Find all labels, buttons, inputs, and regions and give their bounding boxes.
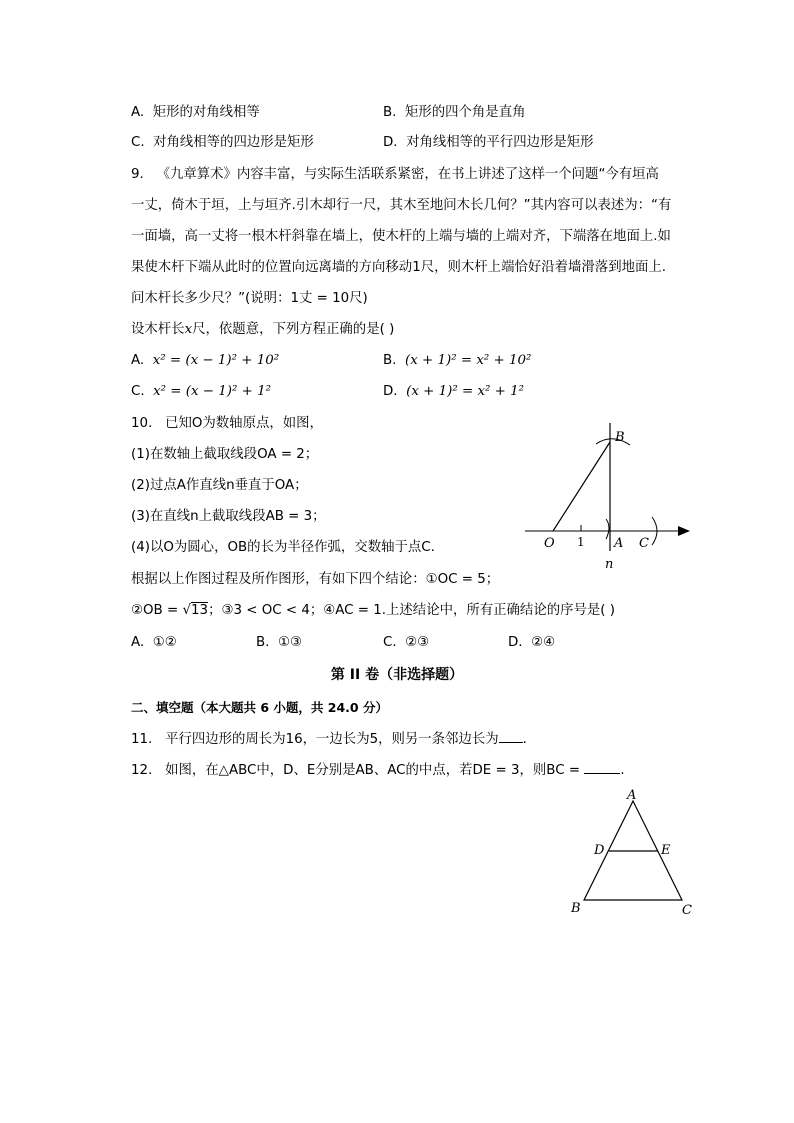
q10-step-3: (3)在直线n上截取线段AB = 3；: [131, 509, 326, 524]
q10-number-line-figure: [520, 415, 695, 575]
q10-conclusion-1: 根据以上作图过程及所作图形，有如下四个结论：①OC = 5；: [131, 572, 500, 587]
label-b: B: [571, 901, 581, 916]
arc-b: [596, 439, 630, 445]
label-c: C: [639, 536, 649, 551]
q10-conclusion-2: ②OB = √13；③3 < OC < 4；④AC = 1.上述结论中，所有正确结论的序号是( ): [131, 603, 615, 618]
q9-line-1: 9. 《九章算术》内容丰富，与实际生活联系紧密，在书上讲述了这样一个问题“今有垣高: [131, 167, 659, 182]
part2-title: 第 II 卷（非选择题）: [330, 667, 464, 683]
q9-line-4: 果使木杆下端从此时的位置向远离墙的方向移动1尺，则木杆上端恰好沿着墙滑落到地面上.: [131, 260, 667, 275]
q10-option-c: C. ②③: [383, 635, 430, 650]
label-a: A: [627, 788, 637, 803]
q8-option-d: D. 对角线相等的平行四边形是矩形: [383, 135, 594, 150]
q10-step-2: (2)过点A作直线n垂直于OA；: [131, 478, 308, 493]
label-d: D: [594, 843, 605, 858]
label-n: n: [605, 557, 614, 572]
q9-line-5: 问木杆长多少尺？”(说明：1丈 = 10尺): [131, 291, 368, 306]
q10-option-a: A. ①②: [131, 635, 177, 650]
q9-prompt: 设木杆长x尺，依题意，下列方程正确的是( ): [131, 322, 395, 337]
label-a: A: [614, 536, 624, 551]
q9-option-b: B. (x + 1)² = x² + 10²: [383, 353, 532, 368]
q12: 12. 如图，在△ABC中，D、E分别是AB、AC的中点，若DE = 3，则BC = .: [131, 759, 625, 781]
q10-step-4: (4)以O为圆心，OB的长为半径作弧，交数轴于点C.: [131, 540, 435, 555]
q9-line-2: 一丈，倚木于垣，上与垣齐.引木却行一尺，其木至地问木长几何？”其内容可以表述为：“有: [131, 198, 672, 213]
q12-triangle-figure: [565, 787, 700, 922]
label-1: 1: [577, 535, 585, 549]
q10-option-d: D. ②④: [508, 635, 556, 650]
q10-intro: 10. 已知O为数轴原点，如图，: [131, 416, 323, 431]
segment-ob: [553, 442, 610, 531]
label-o: O: [544, 536, 555, 551]
q10-step-1: (1)在数轴上截取线段OA = 2；: [131, 447, 319, 462]
q9-line-3: 一面墙，高一丈将一根木杆斜靠在墙上，使木杆的上端与墙的上端对齐，下端落在地面上.如: [131, 229, 671, 244]
arc-a: [606, 519, 609, 539]
q9-option-d: D. (x + 1)² = x² + 1²: [383, 384, 524, 399]
q11: 11. 平行四边形的周长为16，一边长为5，则另一条邻边长为 .: [131, 728, 527, 750]
label-b: B: [615, 430, 625, 445]
q8-option-b: B. 矩形的四个角是直角: [383, 105, 526, 120]
axis-arrow: [678, 526, 690, 536]
q9-option-a: A. x² = (x − 1)² + 10²: [131, 353, 280, 368]
q10-option-b: B. ①③: [256, 635, 302, 650]
q11-answer-blank[interactable]: [499, 728, 523, 743]
q8-option-c: C. 对角线相等的四边形是矩形: [131, 135, 314, 150]
q12-answer-blank[interactable]: [584, 759, 620, 774]
label-e: E: [661, 843, 671, 858]
section-fill-in: 二、填空题（本大题共 6 小题，共 24.0 分）: [131, 700, 388, 715]
q8-option-a: A. 矩形的对角线相等: [131, 105, 260, 120]
label-c: C: [682, 903, 692, 918]
sqrt-symbol: √: [182, 603, 192, 618]
q9-option-c: C. x² = (x − 1)² + 1²: [131, 384, 272, 399]
